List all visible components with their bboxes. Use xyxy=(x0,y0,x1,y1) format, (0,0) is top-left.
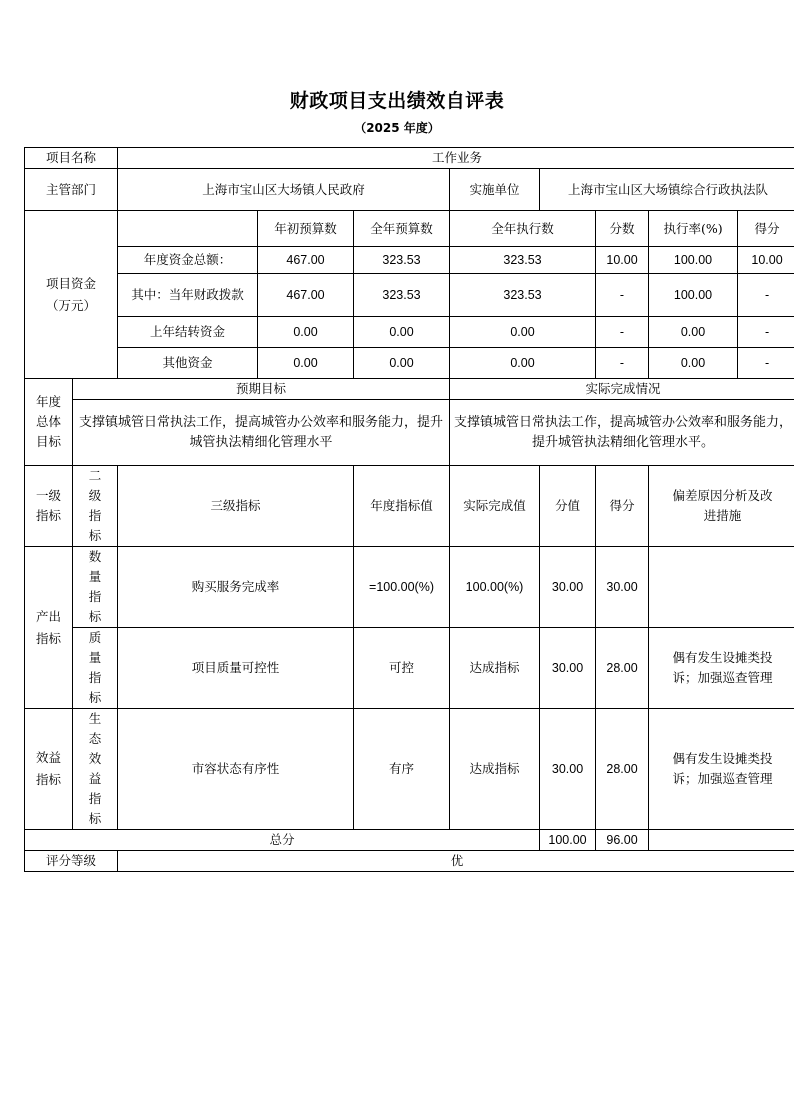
indicator-header-weight: 分值 xyxy=(540,466,596,547)
funds-annual: 323.53 xyxy=(354,247,450,274)
project-name-value: 工作业务 xyxy=(118,148,794,169)
dept-value: 上海市宝山区大场镇人民政府 xyxy=(118,169,450,211)
goals-section-label: 年度总体目标 xyxy=(25,379,73,466)
funds-score: - xyxy=(596,274,649,317)
indicator-level2: 数量指标 xyxy=(73,547,118,628)
indicator-level2: 生态效益指标 xyxy=(73,709,118,830)
indicator-actual: 100.00(%) xyxy=(450,547,540,628)
indicator-header-deviation: 偏差原因分析及改进措施 xyxy=(649,466,794,547)
total-weight: 100.00 xyxy=(540,830,596,851)
grade-label: 评分等级 xyxy=(25,851,118,872)
funds-header-score: 分数 xyxy=(596,211,649,247)
goals-actual-text: 支撑镇城管日常执法工作，提高城管办公效率和服务能力，提升城管执法精细化管理水平。 xyxy=(450,400,794,466)
indicator-weight: 30.00 xyxy=(540,628,596,709)
project-name-row xyxy=(25,148,794,169)
funds-initial: 467.00 xyxy=(258,247,354,274)
funds-row xyxy=(25,247,794,274)
funds-initial: 467.00 xyxy=(258,274,354,317)
funds-row xyxy=(25,317,794,348)
funds-header-row xyxy=(25,211,794,247)
indicator-header-actual: 实际完成值 xyxy=(450,466,540,547)
unit-value: 上海市宝山区大场镇综合行政执法队 xyxy=(540,169,794,211)
page-title: 财政项目支出绩效自评表 xyxy=(289,90,505,112)
indicator-target: =100.00(%) xyxy=(354,547,450,628)
funds-points: - xyxy=(738,317,794,348)
goals-text-row xyxy=(25,400,794,466)
indicator-actual: 达成指标 xyxy=(450,628,540,709)
indicator-header-level2: 二级指标 xyxy=(73,466,118,547)
indicator-deviation: 偶有发生设摊类投诉；加强巡查管理 xyxy=(649,628,794,709)
indicator-header-score: 得分 xyxy=(596,466,649,547)
indicator-header-level3: 三级指标 xyxy=(118,466,354,547)
grade-value: 优 xyxy=(118,851,794,872)
funds-executed: 0.00 xyxy=(450,317,596,348)
funds-row-label: 年度资金总额： xyxy=(118,247,258,274)
funds-rate: 0.00 xyxy=(649,317,738,348)
funds-header-blank xyxy=(118,211,258,247)
funds-row-label: 上年结转资金 xyxy=(118,317,258,348)
funds-score: - xyxy=(596,348,649,379)
project-name-label: 项目名称 xyxy=(25,148,118,169)
indicator-header-target: 年度指标值 xyxy=(354,466,450,547)
indicator-score: 28.00 xyxy=(596,628,649,709)
total-score: 96.00 xyxy=(596,830,649,851)
funds-points: - xyxy=(738,348,794,379)
funds-header-annual: 全年预算数 xyxy=(354,211,450,247)
indicator-level3: 项目质量可控性 xyxy=(118,628,354,709)
goals-expected-label: 预期目标 xyxy=(73,379,450,400)
indicator-row xyxy=(25,628,794,709)
funds-header-points: 得分 xyxy=(738,211,794,247)
department-row xyxy=(25,169,794,211)
indicator-score: 30.00 xyxy=(596,547,649,628)
grade-row xyxy=(25,851,794,872)
indicator-level1: 效益指标 xyxy=(25,709,73,830)
funds-section-label: 项目资金（万元） xyxy=(25,211,118,379)
funds-executed: 0.00 xyxy=(450,348,596,379)
goals-expected-text: 支撑镇城管日常执法工作，提高城管办公效率和服务能力，提升城管执法精细化管理水平 xyxy=(73,400,450,466)
indicator-actual: 达成指标 xyxy=(450,709,540,830)
funds-annual: 0.00 xyxy=(354,348,450,379)
funds-row-label: 其他资金 xyxy=(118,348,258,379)
indicator-target: 可控 xyxy=(354,628,450,709)
funds-header-executed: 全年执行数 xyxy=(450,211,596,247)
indicator-row xyxy=(25,709,794,830)
indicator-level3: 购买服务完成率 xyxy=(118,547,354,628)
funds-header-rate: 执行率(%) xyxy=(649,211,738,247)
funds-rate: 0.00 xyxy=(649,348,738,379)
dept-label: 主管部门 xyxy=(25,169,118,211)
evaluation-table xyxy=(24,147,794,872)
indicator-score: 28.00 xyxy=(596,709,649,830)
goals-header-row xyxy=(25,379,794,400)
indicator-row xyxy=(25,547,794,628)
total-label: 总分 xyxy=(25,830,540,851)
funds-score: 10.00 xyxy=(596,247,649,274)
page-subtitle: （2025 年度） xyxy=(354,121,440,135)
indicators-header-row xyxy=(25,466,794,547)
funds-annual: 0.00 xyxy=(354,317,450,348)
funds-rate: 100.00 xyxy=(649,247,738,274)
funds-row xyxy=(25,274,794,317)
total-blank xyxy=(649,830,794,851)
funds-points: 10.00 xyxy=(738,247,794,274)
funds-header-initial: 年初预算数 xyxy=(258,211,354,247)
funds-initial: 0.00 xyxy=(258,348,354,379)
indicator-target: 有序 xyxy=(354,709,450,830)
goals-actual-label: 实际完成情况 xyxy=(450,379,794,400)
total-row xyxy=(25,830,794,851)
indicator-weight: 30.00 xyxy=(540,547,596,628)
funds-score: - xyxy=(596,317,649,348)
indicator-weight: 30.00 xyxy=(540,709,596,830)
funds-executed: 323.53 xyxy=(450,247,596,274)
unit-label: 实施单位 xyxy=(450,169,540,211)
funds-executed: 323.53 xyxy=(450,274,596,317)
indicator-level1: 产出指标 xyxy=(25,547,73,709)
indicator-header-level1: 一级指标 xyxy=(25,466,73,547)
indicator-deviation: 偶有发生设摊类投诉；加强巡查管理 xyxy=(649,709,794,830)
funds-row xyxy=(25,348,794,379)
indicator-level3: 市容状态有序性 xyxy=(118,709,354,830)
funds-annual: 323.53 xyxy=(354,274,450,317)
funds-rate: 100.00 xyxy=(649,274,738,317)
funds-points: - xyxy=(738,274,794,317)
indicator-deviation xyxy=(649,547,794,628)
funds-row-label: 其中：当年财政拨款 xyxy=(118,274,258,317)
funds-initial: 0.00 xyxy=(258,317,354,348)
indicator-level2: 质量指标 xyxy=(73,628,118,709)
